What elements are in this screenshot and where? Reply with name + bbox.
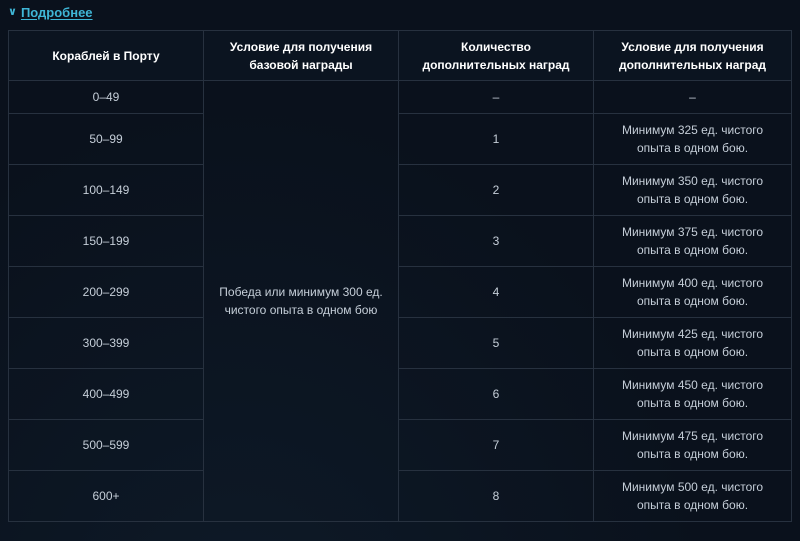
cell-base-condition: Победа или минимум 300 ед. чистого опыта в одном бою [204, 81, 399, 522]
cell-extra-condition: – [594, 81, 792, 114]
cell-ships: 150–199 [9, 216, 204, 267]
cell-ships: 400–499 [9, 369, 204, 420]
cell-count: 8 [399, 471, 594, 522]
cell-count: 1 [399, 114, 594, 165]
cell-count: 4 [399, 267, 594, 318]
table-row [9, 81, 792, 114]
cell-count: 2 [399, 165, 594, 216]
header-extra-count: Количество дополнительных наград [399, 31, 594, 81]
details-toggle-label[interactable]: Подробнее [20, 5, 93, 20]
cell-ships: 0–49 [9, 81, 204, 114]
table-row [9, 369, 792, 420]
cell-extra-condition: Минимум 375 ед. чистого опыта в одном бою. [594, 216, 792, 267]
cell-count: 7 [399, 420, 594, 471]
cell-ships: 500–599 [9, 420, 204, 471]
cell-extra-condition: Минимум 425 ед. чистого опыта в одном бою. [594, 318, 792, 369]
cell-ships: 200–299 [9, 267, 204, 318]
table-row [9, 471, 792, 522]
table-header-row [9, 31, 792, 81]
details-toggle[interactable] [8, 5, 93, 20]
cell-extra-condition: Минимум 500 ед. чистого опыта в одном бою. [594, 471, 792, 522]
rewards-table [8, 30, 792, 522]
table-row [9, 114, 792, 165]
cell-count: – [399, 81, 594, 114]
chevron-down-icon: ∨ [8, 5, 17, 18]
table-row [9, 267, 792, 318]
cell-extra-condition: Минимум 475 ед. чистого опыта в одном бою. [594, 420, 792, 471]
cell-extra-condition: Минимум 450 ед. чистого опыта в одном бою. [594, 369, 792, 420]
cell-ships: 50–99 [9, 114, 204, 165]
header-ships-in-port: Кораблей в Порту [9, 31, 204, 81]
cell-ships: 300–399 [9, 318, 204, 369]
cell-extra-condition: Минимум 400 ед. чистого опыта в одном бою. [594, 267, 792, 318]
table-row [9, 420, 792, 471]
cell-extra-condition: Минимум 325 ед. чистого опыта в одном бою. [594, 114, 792, 165]
header-base-condition: Условие для получения базовой награды [204, 31, 399, 81]
cell-count: 6 [399, 369, 594, 420]
cell-ships: 600+ [9, 471, 204, 522]
table-row [9, 318, 792, 369]
cell-extra-condition: Минимум 350 ед. чистого опыта в одном бою. [594, 165, 792, 216]
cell-ships: 100–149 [9, 165, 204, 216]
cell-count: 5 [399, 318, 594, 369]
cell-count: 3 [399, 216, 594, 267]
table-row [9, 216, 792, 267]
table-row [9, 165, 792, 216]
header-extra-condition: Условие для получения дополнительных наград [594, 31, 792, 81]
